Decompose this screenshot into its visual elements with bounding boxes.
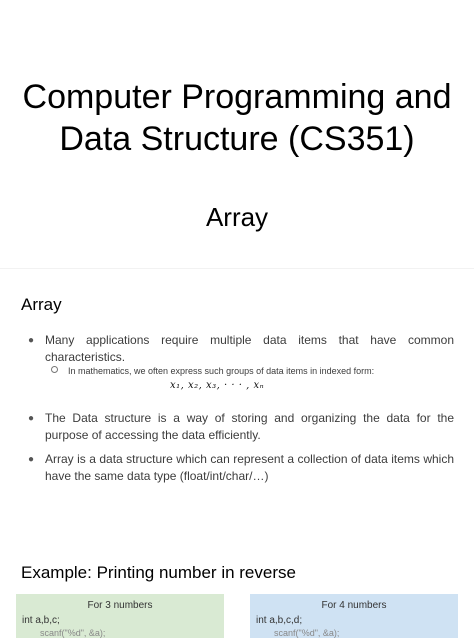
bullet-dot-icon: ● — [28, 454, 35, 465]
bullet-text: The Data structure is a way of storing and organizing the data for the purpose of accessing the data efficiently. — [45, 411, 454, 442]
title-slide — [0, 0, 474, 266]
bullet-item — [28, 451, 454, 485]
bullet-item — [28, 332, 454, 366]
slide-subtitle: Array — [205, 202, 269, 232]
bullet-dot-icon: ● — [28, 413, 35, 424]
slide-divider — [0, 268, 474, 269]
sub-bullet-item — [51, 365, 451, 377]
section-heading: Array — [21, 295, 62, 314]
bullet-item — [28, 410, 454, 444]
code-line: scanf("%d", &a); — [274, 628, 340, 638]
code-line: int a,b,c; — [22, 615, 60, 626]
code-line: scanf("%d", &a); — [40, 628, 106, 638]
page-title — [0, 76, 474, 160]
code-box-3-numbers — [16, 594, 224, 638]
bullet-text: Array is a data structure which can represent a collection of data items which have the same data type (float/int/char/…) — [45, 452, 454, 483]
sub-bullet-text: In mathematics, we often express such groups of data items in indexed form: — [68, 366, 375, 376]
code-line: int a,b,c,d; — [256, 615, 303, 626]
title-line-2: Data Structure (CS351) — [59, 120, 415, 158]
code-box-title: For 3 numbers — [87, 600, 153, 611]
bullet-dot-icon: ● — [28, 335, 35, 346]
example-heading: Example: Printing number in reverse — [21, 563, 296, 582]
bullet-text: Many applications require multiple data items that have common characteristics. — [45, 333, 454, 364]
title-line-1: Computer Programming and — [22, 78, 452, 116]
hollow-circle-icon — [51, 366, 58, 373]
code-box-title: For 4 numbers — [321, 600, 387, 611]
indexed-formula: x₁, x₂, x₃, · · · , xₙ — [170, 380, 265, 391]
code-box-4-numbers — [250, 594, 458, 638]
